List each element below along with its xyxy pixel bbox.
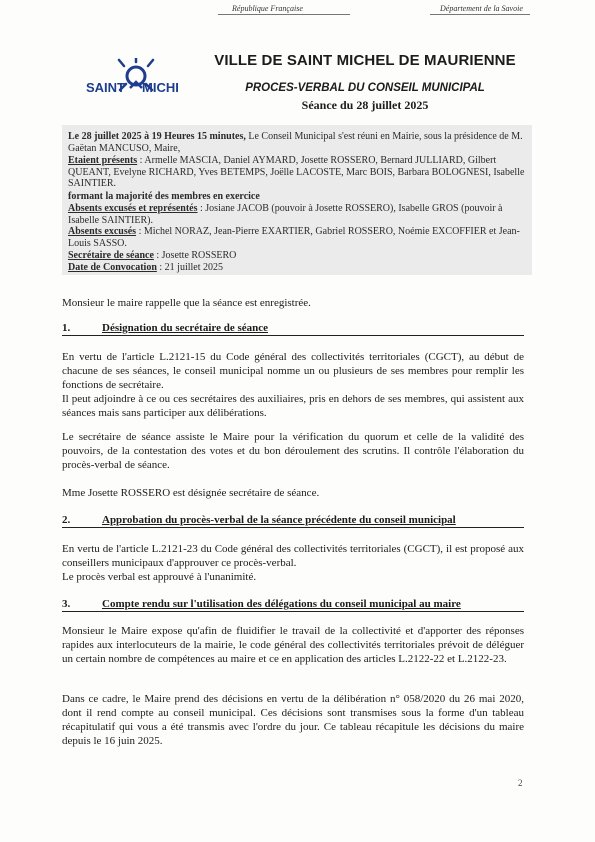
section-3-heading: 3. Compte rendu sur l'utilisation des délégations du conseil municipal au maire <box>62 598 524 612</box>
section-1-paragraph-4: Mme Josette ROSSERO est désignée secrétaire de séance. <box>62 487 320 499</box>
page-number: 2 <box>518 778 523 788</box>
convocation-date: Date de Convocation : 21 juillet 2025 <box>68 262 223 273</box>
section-3-paragraph-2: Dans ce cadre, le Maire prend des décisions en vertu de la délibération n° 058/2020 du 26 mai 2020, dont il rend compte au conseil municipal. Ces décisions sont transmises sous la forme d'un tableau récapitulatif qui vous a été transmis avec l'ordre du jour. Ce tableau récapitule les décisions du maire depuis le 16 juin 2025. <box>62 693 524 747</box>
opening-statement: Le 28 juillet 2025 à 19 Heures 15 minutes, Le Conseil Municipal s'est réuni en Mairie, sous la présidence de M. Gaëtan MANCUSO, Maire, <box>68 131 523 154</box>
section-3-paragraph-1: Monsieur le Maire expose qu'afin de fluidifier le travail de la collectivité et d'apporter des réponses rapides aux interlocuteurs de la mairie, le code général des collectivités territoriales prévoit de déléguer un certain nombre de compétences au maire et ce en application des articles L.2122-22 et L.2122-23. <box>62 625 524 665</box>
logo-text-left: SAINT <box>86 80 125 95</box>
excused-represented: Absents excusés et représentés : Josiane JACOB (pouvoir à Josette ROSSERO), Isabelle GROS (pouvoir à Isabelle SAINTIER). <box>68 203 503 226</box>
excused-members: Absents excusés : Michel NORAZ, Jean-Pierre EXARTIER, Gabriel ROSSERO, Noémie EXCOFFIER et Jean-Louis SASSO. <box>68 226 520 249</box>
minutes-title: PROCES-VERBAL DU CONSEIL MUNICIPAL <box>245 82 485 94</box>
section-1-paragraph-2: Il peut adjoindre à ce ou ces secrétaires des auxiliaires, pris en dehors de ses membres, qui assistent aux séances mais sans participer aux délibérations. <box>62 393 524 419</box>
session-secretary: Secrétaire de séance : Josette ROSSERO <box>68 250 237 261</box>
town-logo <box>86 58 182 106</box>
section-1-paragraph-3: Le secrétaire de séance assiste le Maire pour la vérification du quorum et celle de la validité des pouvoirs, de la contestation des votes et du bon déroulement des scrutins. Il contrôle l'élaboration du procès-verbal de séance. <box>62 431 524 471</box>
majority-note: formant la majorité des membres en exercice <box>68 191 260 202</box>
department-note: Département de la Savoie <box>440 4 523 13</box>
logo-text-right: MICHI <box>142 80 179 95</box>
section-2-heading: 2. Approbation du procès-verbal de la séance précédente du conseil municipal <box>62 514 524 528</box>
intro-paragraph: Monsieur le maire rappelle que la séance est enregistrée. <box>62 297 311 309</box>
republic-note: République Française <box>232 4 303 13</box>
section-1-heading: 1. Désignation du secrétaire de séance <box>62 322 524 336</box>
header-rule-left <box>218 14 350 15</box>
section-2-paragraph-1: En vertu de l'article L.2121-23 du Code général des collectivités territoriales (CGCT), il est proposé aux conseillers municipaux d'approuver ce procès-verbal. <box>62 543 524 569</box>
section-1-paragraph-1: En vertu de l'article L.2121-15 du Code général des collectivités territoriales (CGCT), au début de chacune de ses séances, le conseil municipal nomme un ou plusieurs de ses membres pour remplir les fonctions de secrétaire. <box>62 351 524 391</box>
section-2-paragraph-2: Le procès verbal est approuvé à l'unanimité. <box>62 571 257 583</box>
session-date: Séance du 28 juillet 2025 <box>301 98 429 112</box>
town-title: VILLE DE SAINT MICHEL DE MAURIENNE <box>214 52 516 69</box>
header-rule-right <box>430 14 530 15</box>
present-members: Etaient présents : Armelle MASCIA, Daniel AYMARD, Josette ROSSERO, Bernard JULLIARD, Gilbert QUEANT, Evelyne RICHARD, Yves BETEMPS, Joëlle LACOSTE, Marc BOIS, Barbara BOLOGNESI, Isabelle SAINTIER. <box>68 155 525 189</box>
